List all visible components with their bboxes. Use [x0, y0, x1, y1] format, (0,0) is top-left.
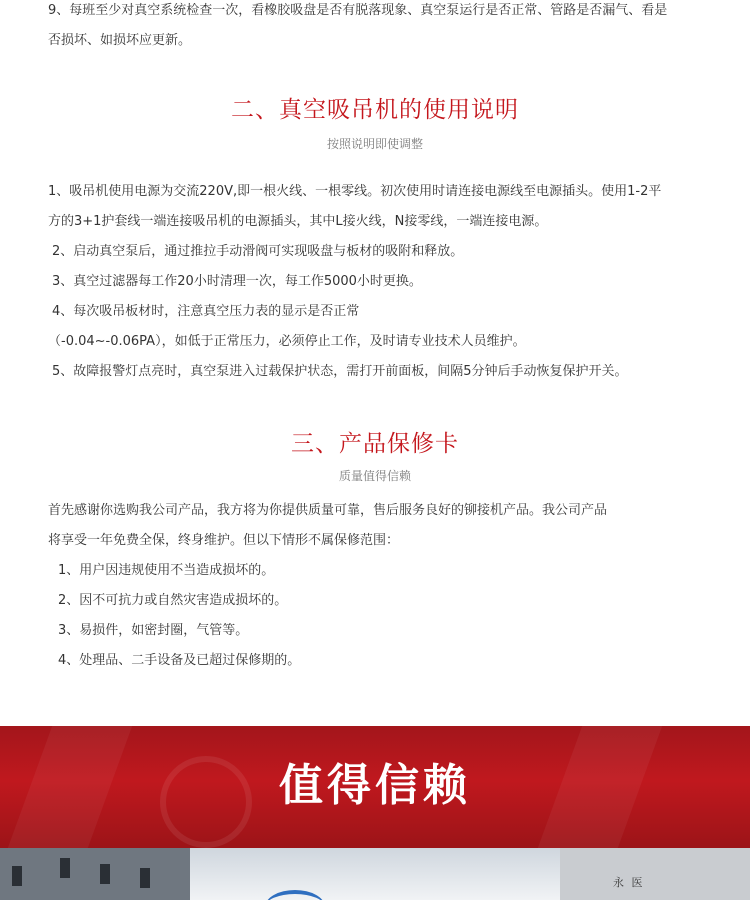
- section-2-subtitle: 按照说明即使调整: [326, 137, 423, 151]
- usage-line-7: 5、故障报警灯点亮时，真空泵进入过载保护状态，需打开前面板，间隔5分钟后手动恢复保护开关。: [52, 364, 628, 379]
- usage-line-4: 3、真空过滤器每工作20小时清理一次，每工作5000小时更换。: [52, 274, 422, 289]
- item-9-line-1: 9、每班至少对真空系统检查一次，看橡胶吸盘是否有脱落现象、真空泵运行是否正常、管路是否漏气、看是: [48, 3, 668, 18]
- warranty-intro-line-1: 首先感谢你选购我公司产品，我方将为你提供质量可靠，售后服务良好的铆接机产品。我公司产品: [48, 503, 608, 518]
- usage-line-3: 2、启动真空泵后，通过推拉手动滑阀可实现吸盘与板材的吸附和释放。: [52, 244, 464, 259]
- section-3-subtitle: 质量值得信赖: [338, 469, 411, 483]
- warranty-item-2: 2、因不可抗力或自然灾害造成损坏的。: [58, 593, 288, 608]
- building-window: [60, 858, 70, 878]
- warranty-item-3: 3、易损件，如密封圈，气管等。: [58, 623, 249, 638]
- usage-line-6: （-0.04~-0.06PA），如低于正常压力，必须停止工作，及时请专业技术人员维护。: [48, 334, 526, 349]
- banner-title: 值得信赖: [279, 760, 471, 811]
- building-sign: 永 医: [613, 876, 645, 889]
- building-window: [100, 864, 110, 884]
- item-9-line-2: 否损坏、如损坏应更新。: [48, 33, 192, 48]
- warranty-item-1: 1、用户因违规使用不当造成损坏的。: [58, 563, 275, 578]
- building-left: [0, 848, 190, 900]
- building-window: [140, 868, 150, 888]
- warranty-item-4: 4、处理品、二手设备及已超过保修期的。: [58, 653, 301, 668]
- section-3-title: 三、产品保修卡: [291, 431, 459, 457]
- usage-line-1: 1、吸吊机使用电源为交流220V,即一根火线、一根零线。初次使用时请连接电源线至电源插头。使用1-2平: [48, 184, 662, 199]
- sky: [190, 848, 560, 900]
- usage-line-2: 方的3+1护套线一端连接吸吊机的电源插头，其中L接火线，N接零线，一端连接电源。: [48, 214, 548, 229]
- usage-line-5: 4、每次吸吊板材时，注意真空压力表的显示是否正常: [52, 304, 360, 319]
- warranty-intro-line-2: 将享受一年免费全保，终身维护。但以下情形不属保修范围：: [48, 533, 400, 548]
- factory-photo: [0, 848, 750, 900]
- trust-banner: [0, 726, 750, 848]
- section-2-title: 二、真空吸吊机的使用说明: [231, 97, 519, 123]
- building-right: [560, 848, 750, 900]
- building-window: [12, 866, 22, 886]
